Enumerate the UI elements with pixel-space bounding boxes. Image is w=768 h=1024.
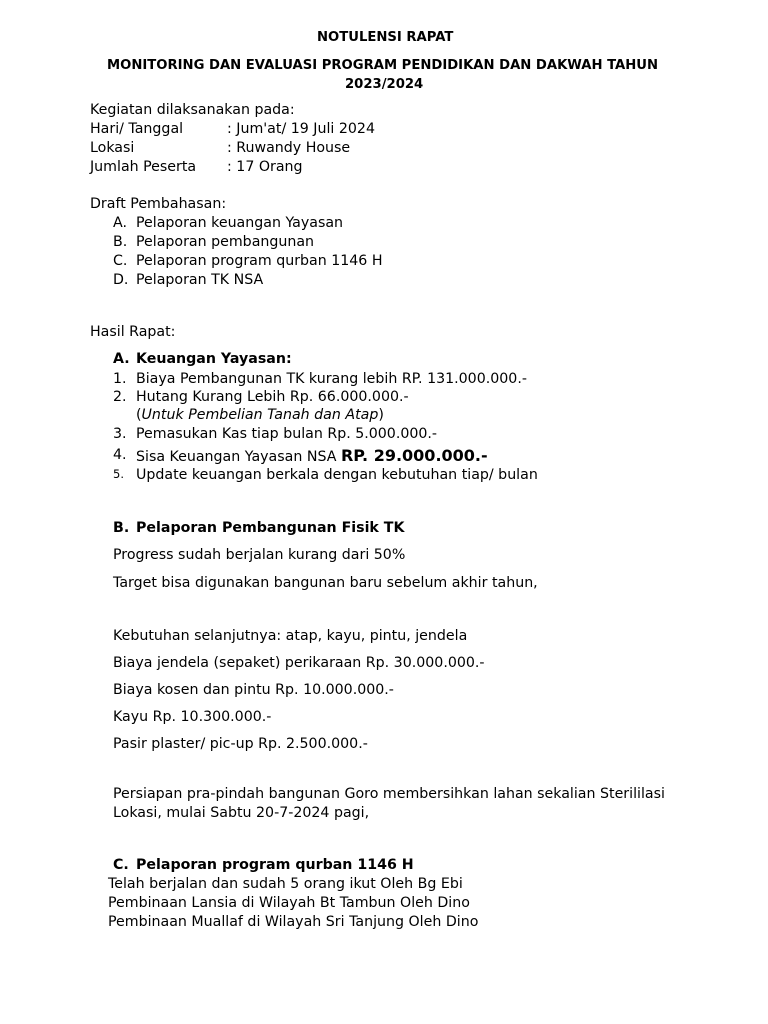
document-subtitle-line1: MONITORING DAN EVALUASI PROGRAM PENDIDIKAN DAN DAKWAH TAHUN: [107, 58, 659, 73]
construction-line: Lokasi, mulai Sabtu 20-7-2024 pagi,: [113, 805, 370, 821]
finance-item-note: [136, 408, 384, 422]
draft-item: Pelaporan TK NSA: [136, 272, 264, 288]
qurban-line: Pembinaan Muallaf di Wilayah Sri Tanjung Oleh Dino: [108, 914, 479, 930]
info-value-date: : Jum'at/ 19 Juli 2024: [227, 121, 375, 137]
document-subtitle-line2: 2023/2024: [345, 77, 424, 92]
draft-item-marker: C.: [113, 253, 128, 269]
info-value-location: : Ruwandy House: [227, 140, 351, 156]
construction-line: Biaya jendela (sepaket) perikaraan Rp. 30.000.000.-: [113, 655, 485, 671]
construction-line: Biaya kosen dan pintu Rp. 10.000.000.-: [113, 682, 394, 698]
construction-line: Target bisa digunakan bangunan baru sebelum akhir tahun,: [113, 575, 538, 591]
finance-item: Hutang Kurang Lebih Rp. 66.000.000.-: [136, 389, 409, 405]
section-c-marker: C.: [113, 857, 129, 873]
note-italic-text: Untuk Pembelian Tanah dan Atap: [141, 407, 379, 423]
draft-item-marker: B.: [113, 234, 128, 250]
draft-heading: Draft Pembahasan:: [90, 196, 227, 212]
finance-item: Update keuangan berkala dengan kebutuhan tiap/ bulan: [136, 467, 538, 483]
note-close-paren: ): [378, 407, 384, 423]
info-label-participants: Jumlah Peserta: [90, 159, 197, 175]
info-value-participants: : 17 Orang: [227, 159, 303, 175]
construction-line: Persiapan pra-pindah bangunan Goro membersihkan lahan sekalian Sterililasi: [113, 786, 665, 802]
section-b-heading: Pelaporan Pembangunan Fisik TK: [136, 520, 405, 536]
section-c-heading: Pelaporan program qurban 1146 H: [136, 857, 414, 873]
construction-line: Pasir plaster/ pic-up Rp. 2.500.000.-: [113, 736, 368, 752]
balance-amount: RP. 29.000.000.-: [340, 446, 488, 465]
qurban-line: Telah berjalan dan sudah 5 orang ikut Oleh Bg Ebi: [108, 876, 463, 892]
document-title: NOTULENSI RAPAT: [317, 30, 454, 45]
finance-item: Pemasukan Kas tiap bulan Rp. 5.000.000.-: [136, 426, 438, 442]
finance-item-marker: 3.: [113, 426, 127, 442]
info-label-location: Lokasi: [90, 140, 135, 156]
draft-item: Pelaporan keuangan Yayasan: [136, 215, 344, 231]
info-label-date: Hari/ Tanggal: [90, 121, 184, 137]
note-open-paren: (: [136, 407, 142, 423]
section-a-marker: A.: [113, 351, 130, 367]
finance-item-balance: [136, 448, 488, 464]
finance-item-marker: 4.: [113, 447, 127, 463]
draft-item-marker: A.: [113, 215, 127, 231]
section-b-marker: B.: [113, 520, 130, 536]
qurban-line: Pembinaan Lansia di Wilayah Bt Tambun Oleh Dino: [108, 895, 470, 911]
draft-item: Pelaporan program qurban 1146 H: [136, 253, 383, 269]
draft-item-marker: D.: [113, 272, 129, 288]
construction-line: Kayu Rp. 10.300.000.-: [113, 709, 272, 725]
construction-line: Progress sudah berjalan kurang dari 50%: [113, 547, 406, 563]
finance-item-marker: 2.: [113, 389, 127, 405]
finance-item-marker: 1.: [113, 371, 127, 387]
results-heading: Hasil Rapat:: [90, 324, 176, 340]
construction-line: Kebutuhan selanjutnya: atap, kayu, pintu, jendela: [113, 628, 468, 644]
intro-text: Kegiatan dilaksanakan pada:: [90, 102, 295, 118]
draft-item: Pelaporan pembangunan: [136, 234, 315, 250]
balance-text: Sisa Keuangan Yayasan NSA: [136, 449, 341, 465]
section-a-heading: Keuangan Yayasan:: [136, 351, 292, 367]
finance-item: Biaya Pembangunan TK kurang lebih RP. 131.000.000.-: [136, 371, 527, 387]
finance-item-marker: 5.: [113, 467, 124, 481]
